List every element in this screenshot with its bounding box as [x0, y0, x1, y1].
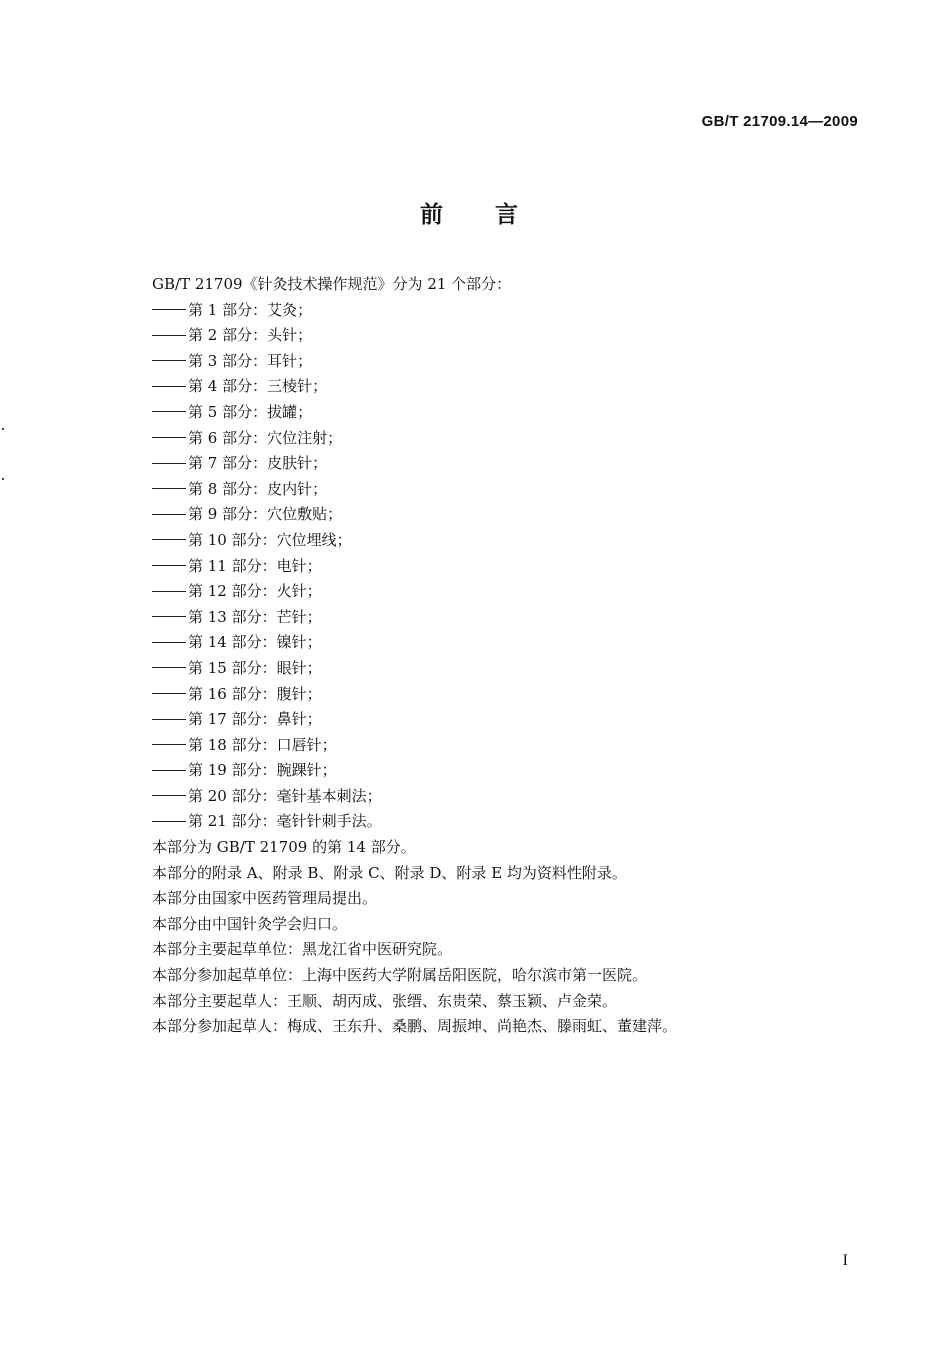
- em-dash: [152, 667, 186, 668]
- list-item: [152, 528, 852, 554]
- em-dash: [152, 539, 186, 540]
- em-dash: [152, 335, 186, 336]
- part-text: 第 11 部分：电针；: [188, 556, 322, 575]
- list-item: [152, 477, 852, 503]
- list-item: [152, 605, 852, 631]
- list-item: [152, 682, 852, 708]
- statement-line: 本部分主要起草单位：黑龙江省中医研究院。: [152, 940, 453, 959]
- em-dash: [152, 744, 186, 745]
- list-item: [152, 426, 852, 452]
- statement-line: 本部分主要起草人：王顺、胡丙成、张缙、东贵荣、蔡玉颖、卢金荣。: [152, 991, 618, 1010]
- part-text: 第 8 部分：皮内针；: [188, 479, 328, 498]
- em-dash: [152, 642, 186, 643]
- list-item: [152, 707, 852, 733]
- list-item: [152, 579, 852, 605]
- part-text: 第 3 部分：耳针；: [188, 351, 313, 370]
- list-item: [152, 656, 852, 682]
- list-item: [152, 349, 852, 375]
- list-item: [152, 323, 852, 349]
- part-text: 第 19 部分：腕踝针；: [188, 761, 337, 780]
- list-item: [152, 451, 852, 477]
- scan-mark: [2, 428, 4, 430]
- part-text: 第 2 部分：头针；: [188, 326, 313, 345]
- em-dash: [152, 437, 186, 438]
- em-dash: [152, 309, 186, 310]
- part-text: 第 5 部分：拔罐；: [188, 402, 313, 421]
- part-text: 第 17 部分：鼻针；: [188, 710, 322, 729]
- part-text: 第 10 部分：穴位埋线；: [188, 530, 352, 549]
- list-item: [152, 502, 852, 528]
- list-item: [152, 733, 852, 759]
- list-item: [152, 554, 852, 580]
- part-text: 第 12 部分：火针；: [188, 582, 322, 601]
- em-dash: [152, 565, 186, 566]
- part-text: 第 7 部分：皮肤针；: [188, 454, 328, 473]
- em-dash: [152, 821, 186, 822]
- list-item: [152, 784, 852, 810]
- part-text: 第 6 部分：穴位注射；: [188, 428, 343, 447]
- list-item: [152, 374, 852, 400]
- part-text: 第 18 部分：口唇针；: [188, 735, 337, 754]
- part-text: 第 13 部分：芒针；: [188, 607, 322, 626]
- part-text: 第 15 部分：眼针；: [188, 658, 322, 677]
- page-title: 前言: [420, 202, 570, 228]
- em-dash: [152, 719, 186, 720]
- part-text: 第 21 部分：毫针针刺手法。: [188, 812, 382, 831]
- part-text: 第 4 部分：三棱针；: [188, 377, 328, 396]
- part-text: 第 20 部分：毫针基本刺法；: [188, 786, 382, 805]
- intro-line: GB/T 21709《针灸技术操作规范》分为 21 个部分：: [152, 275, 512, 293]
- em-dash: [152, 616, 186, 617]
- part-text: 第 16 部分：腹针；: [188, 684, 322, 703]
- list-item: [152, 630, 852, 656]
- em-dash: [152, 360, 186, 361]
- em-dash: [152, 770, 186, 771]
- scan-mark: [2, 478, 4, 480]
- list-item: [152, 298, 852, 324]
- statement-line: 本部分为 GB/T 21709 的第 14 部分。: [152, 838, 416, 857]
- page-number: I: [842, 1252, 848, 1269]
- em-dash: [152, 463, 186, 464]
- statement-line: 本部分参加起草人：梅成、王东升、桑鹏、周振坤、尚艳杰、滕雨虹、董建萍。: [152, 1017, 678, 1036]
- em-dash: [152, 411, 186, 412]
- part-text: 第 9 部分：穴位敷贴；: [188, 505, 343, 524]
- statement-line: 本部分由中国针灸学会归口。: [152, 914, 348, 933]
- list-item: [152, 400, 852, 426]
- part-text: 第 1 部分：艾灸；: [188, 300, 313, 319]
- statement-line: 本部分由国家中医药管理局提出。: [152, 889, 378, 908]
- em-dash: [152, 386, 186, 387]
- statement-line: 本部分的附录 A、附录 B、附录 C、附录 D、附录 E 均为资料性附录。: [152, 863, 627, 882]
- part-text: 第 14 部分：镍针；: [188, 633, 322, 652]
- em-dash: [152, 514, 186, 515]
- em-dash: [152, 591, 186, 592]
- em-dash: [152, 795, 186, 796]
- em-dash: [152, 488, 186, 489]
- standard-code: GB/T 21709.14—2009: [701, 113, 858, 130]
- foreword-body: [152, 272, 852, 1040]
- list-item: [152, 758, 852, 784]
- statement-line: 本部分参加起草单位：上海中医药大学附属岳阳医院，哈尔滨市第一医院。: [152, 966, 648, 985]
- list-item: [152, 809, 852, 835]
- em-dash: [152, 693, 186, 694]
